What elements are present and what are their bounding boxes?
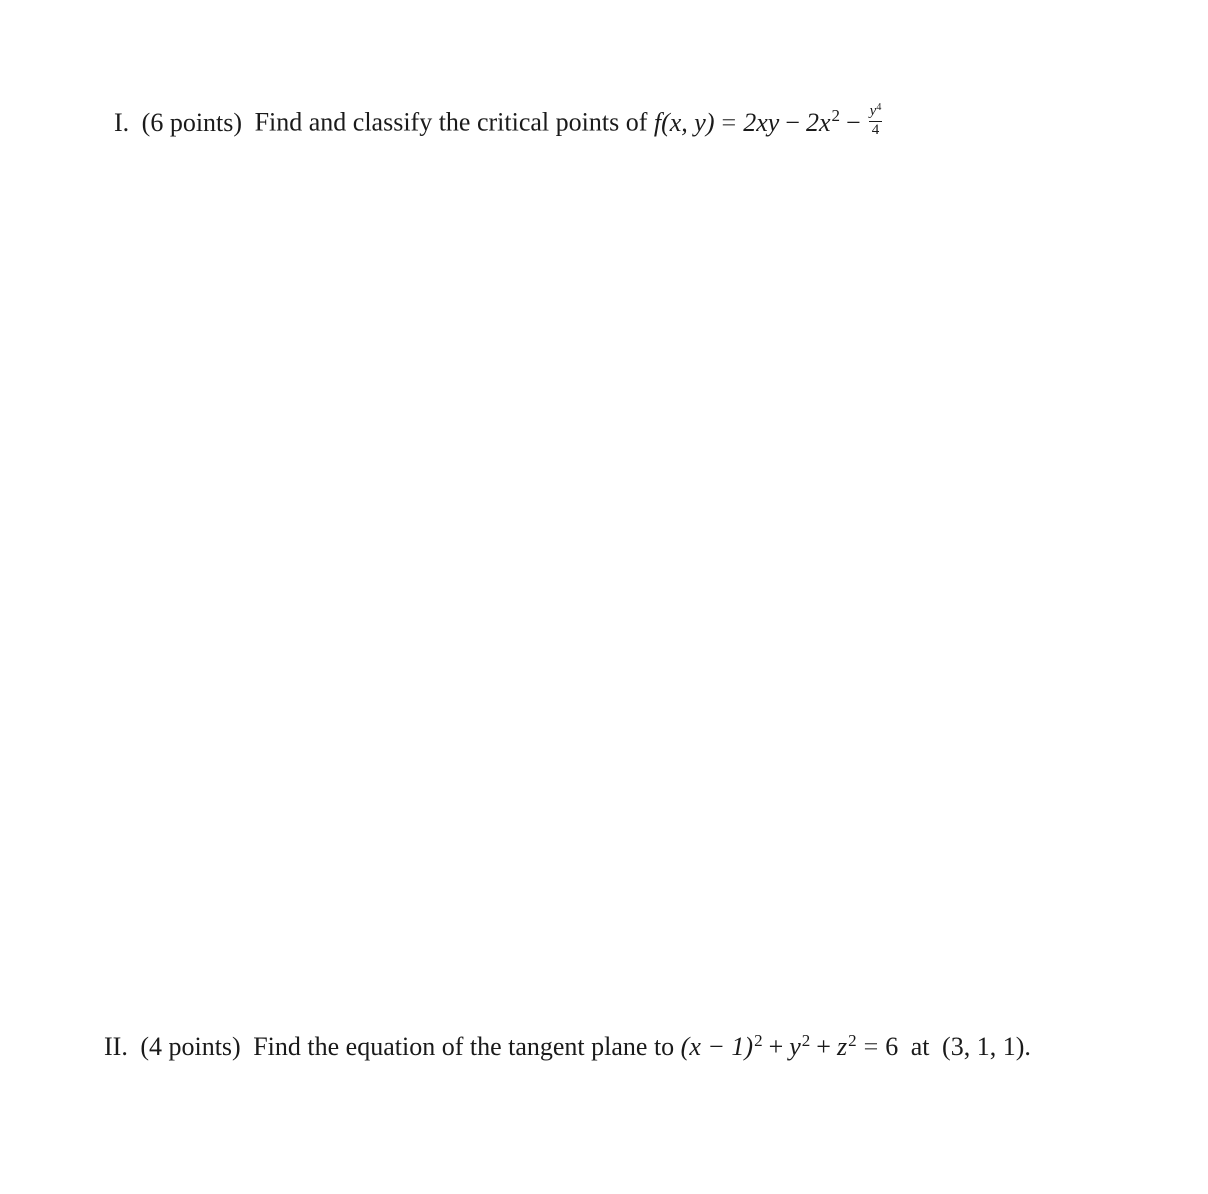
exponent: 2 [831,106,840,126]
term-2xy: 2xy [743,107,780,137]
at-word: at [910,1032,930,1061]
y-variable: y [789,1032,801,1061]
fraction-denominator: 4 [871,121,880,138]
term-2x: 2x [805,107,831,137]
z-variable: z [836,1032,848,1061]
problem-1-points: (6 points) [141,107,243,137]
equals-sign: = [721,107,737,137]
exponent: 2 [801,1030,811,1050]
rhs-value: 6 [885,1032,899,1061]
numerator-exponent: 4 [876,102,882,113]
problem-2-prompt: Find the equation of the tangent plane to [253,1032,675,1061]
group-x-minus-1: (x − 1) [680,1032,754,1061]
problem-2-points: (4 points) [140,1032,241,1061]
function-args: (x, y) [661,107,715,137]
numerator-var: y [869,103,877,119]
problem-2-number: II. [104,1032,128,1061]
problem-2-surface [681,1032,905,1061]
problem-1-number: I. [114,107,130,137]
plus-sign: + [816,1032,831,1061]
fraction-numerator [869,103,883,122]
function-name: f [653,107,662,137]
plus-sign: + [768,1032,784,1061]
answer-space [104,160,1104,1010]
fraction-y4-over-4 [869,103,883,139]
minus-sign: − [846,107,861,137]
problem-1-function [653,102,882,138]
exponent: 2 [848,1030,857,1050]
problem-1-prompt: Find and classify the critical points of [254,107,648,137]
equals-sign: = [863,1032,879,1061]
exponent: 2 [754,1030,763,1050]
problem-2 [104,1030,1031,1061]
problem-1 [114,102,882,143]
tangent-point: (3, 1, 1). [942,1032,1031,1061]
minus-sign: − [785,107,800,137]
